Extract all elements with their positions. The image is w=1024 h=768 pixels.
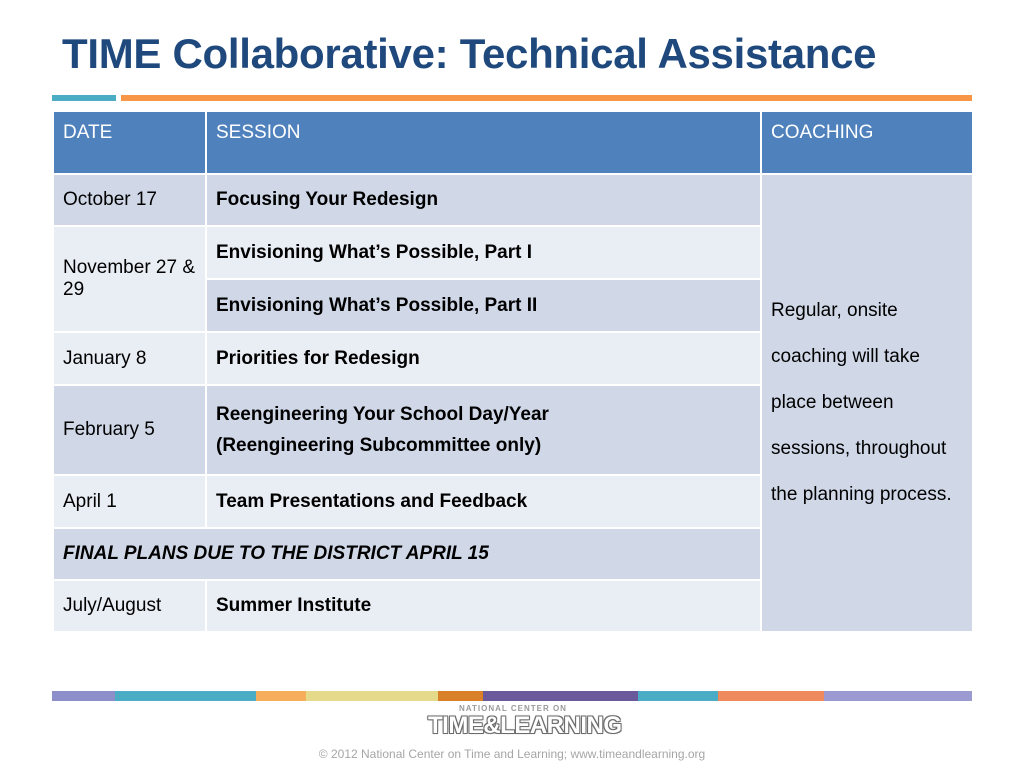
slide-title: TIME Collaborative: Technical Assistance: [62, 30, 877, 77]
date-cell: July/August: [53, 580, 206, 632]
color-stripe: [256, 691, 306, 701]
session-cell: Focusing Your Redesign: [206, 174, 761, 226]
title-rule: [121, 95, 972, 101]
session-cell: Envisioning What’s Possible, Part II: [206, 279, 761, 332]
schedule-table: [52, 110, 974, 633]
table-row: [53, 174, 973, 226]
table-header-row: [53, 111, 973, 174]
color-stripe: [52, 691, 115, 701]
logo-wordmark: TIME&LEARNING: [428, 712, 622, 739]
session-cell: Priorities for Redesign: [206, 332, 761, 385]
date-cell: November 27 & 29: [53, 226, 206, 332]
coaching-cell: Regular, onsite coaching will take place between sessions, throughout the planning process.: [761, 174, 973, 632]
header-date: DATE: [53, 111, 206, 174]
session-cell: [206, 385, 761, 475]
logo-subtitle: NATIONAL CENTER ON: [459, 704, 567, 713]
session-line: (Reengineering Subcommittee only): [216, 435, 542, 456]
footer-color-bar: [52, 691, 972, 701]
session-cell: Summer Institute: [206, 580, 761, 632]
date-cell: February 5: [53, 385, 206, 475]
color-stripe: [483, 691, 638, 701]
session-cell: Team Presentations and Feedback: [206, 475, 761, 528]
color-stripe: [718, 691, 824, 701]
session-line: Reengineering Your School Day/Year: [216, 404, 549, 425]
color-stripe: [638, 691, 718, 701]
color-stripe: [438, 691, 483, 701]
color-stripe: [824, 691, 972, 701]
title-rule-accent: [52, 95, 116, 101]
date-cell: January 8: [53, 332, 206, 385]
ncotl-logo: [428, 704, 622, 746]
session-cell: Envisioning What’s Possible, Part I: [206, 226, 761, 279]
date-cell: April 1: [53, 475, 206, 528]
date-cell: October 17: [53, 174, 206, 226]
copyright-text: © 2012 National Center on Time and Learning; www.timeandlearning.org: [318, 747, 706, 761]
header-coaching: COACHING: [761, 111, 973, 174]
header-session: SESSION: [206, 111, 761, 174]
color-stripe: [115, 691, 256, 701]
color-stripe: [306, 691, 438, 701]
deadline-cell: FINAL PLANS DUE TO THE DISTRICT APRIL 15: [53, 528, 761, 580]
